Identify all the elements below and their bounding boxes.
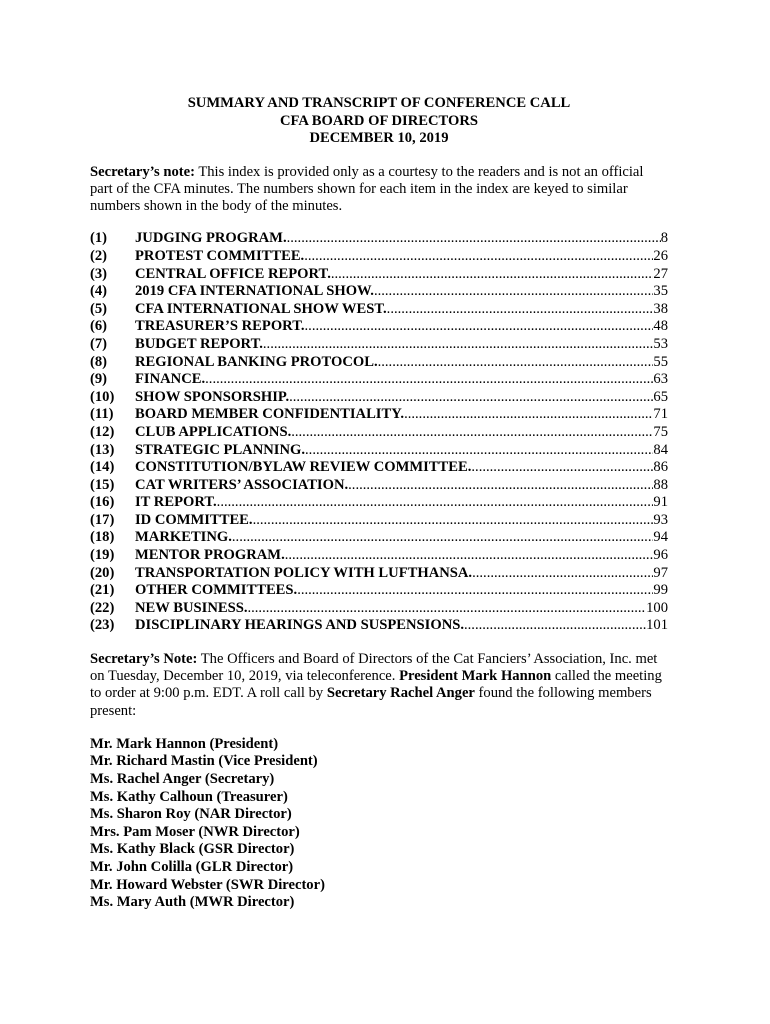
toc-entry-page: 55	[653, 353, 668, 370]
toc-entry-page: 96	[653, 547, 668, 564]
toc-entry-number: (12)	[90, 423, 115, 440]
toc-entry-number: (1)	[90, 230, 108, 247]
toc-entry-title: SHOW SPONSORSHIP.	[135, 388, 290, 405]
toc-entry	[90, 248, 668, 266]
toc-entry-page: 93	[653, 511, 668, 528]
member-name: Mr. John Colilla (GLR Director)	[90, 859, 294, 876]
toc-entry	[90, 389, 668, 407]
toc-dot-leader	[387, 301, 654, 318]
toc-dot-leader	[205, 371, 653, 388]
toc-dot-leader	[289, 389, 653, 406]
toc-entry	[90, 424, 668, 442]
toc-entry-number: (13)	[90, 441, 115, 458]
toc-entry	[90, 459, 668, 477]
toc-entry-title: TRANSPORTATION POLICY WITH LUFTHANSA.	[135, 564, 473, 581]
secretary-index-note	[90, 164, 668, 216]
toc-entry-number: (9)	[90, 371, 108, 388]
toc-entry-title: STRATEGIC PLANNING.	[135, 441, 306, 458]
toc-entry-title: CONSTITUTION/BYLAW REVIEW COMMITTEE.	[135, 459, 472, 476]
toc-dot-leader	[297, 582, 653, 599]
members-present-list	[90, 736, 668, 912]
opening-note-text-2: called the meeting to order at 9:00 p.m. EDT. A roll call by	[90, 668, 662, 702]
member-name: Mr. Howard Webster (SWR Director)	[90, 876, 325, 893]
toc-dot-leader	[472, 565, 653, 582]
toc-dot-leader	[305, 442, 653, 459]
toc-entry-page: 35	[653, 283, 668, 300]
toc-entry	[90, 494, 668, 512]
opening-note	[90, 651, 668, 720]
member-name: Ms. Sharon Roy (NAR Director)	[90, 806, 292, 823]
toc-entry	[90, 336, 668, 354]
toc-entry-page: 53	[653, 335, 668, 352]
secretary-name: Secretary Rachel Anger	[326, 685, 475, 702]
toc-entry-page: 8	[660, 230, 668, 247]
member-name: Mr. Mark Hannon (President)	[90, 735, 279, 752]
toc-dot-leader	[348, 477, 653, 494]
toc-entry-number: (19)	[90, 547, 115, 564]
toc-entry	[90, 230, 668, 248]
toc-entry	[90, 318, 668, 336]
toc-entry-page: 94	[653, 529, 668, 546]
toc-entry-title: IT REPORT.	[135, 494, 217, 511]
toc-entry-number: (11)	[90, 406, 114, 423]
toc-entry-title: JUDGING PROGRAM.	[135, 230, 287, 247]
toc-entry-number: (20)	[90, 564, 115, 581]
toc-entry-title: BUDGET REPORT.	[135, 335, 263, 352]
toc-entry-title: NEW BUSINESS.	[135, 599, 248, 616]
toc-entry-title: REGIONAL BANKING PROTOCOL.	[135, 353, 378, 370]
toc-dot-leader	[304, 248, 653, 265]
toc-entry	[90, 406, 668, 424]
toc-entry-title: CFA INTERNATIONAL SHOW WEST.	[135, 300, 387, 317]
toc-dot-leader	[305, 318, 654, 335]
toc-entry-title: CENTRAL OFFICE REPORT.	[135, 265, 331, 282]
toc-entry-number: (17)	[90, 511, 115, 528]
toc-entry-number: (10)	[90, 388, 115, 405]
title-line-2: CFA BOARD OF DIRECTORS	[280, 112, 478, 129]
toc-entry-title: MENTOR PROGRAM.	[135, 547, 285, 564]
toc-entry-title: CAT WRITERS’ ASSOCIATION.	[135, 476, 349, 493]
toc-entry-page: 91	[653, 494, 668, 511]
toc-dot-leader	[464, 617, 646, 634]
toc-dot-leader	[287, 230, 661, 247]
secretary-note-text: This index is provided only as a courtesy to the readers and is not an official part of the CFA minutes. The numbers shown for each item in the index are keyed to similar numbers shown in the body of the minutes.	[90, 163, 644, 215]
toc-entry-page: 26	[653, 247, 668, 264]
toc-entry-number: (7)	[90, 335, 108, 352]
toc-entry-title: TREASURER’S REPORT.	[135, 318, 305, 335]
president-name: President Mark Hannon	[399, 668, 552, 685]
toc-dot-leader	[331, 266, 654, 283]
opening-note-text-3: found the following members present:	[90, 685, 652, 719]
toc-entry	[90, 565, 668, 583]
toc-entry-page: 71	[653, 406, 668, 423]
toc-dot-leader	[291, 424, 653, 441]
toc-entry-page: 88	[653, 476, 668, 493]
toc-entry	[90, 354, 668, 372]
toc-entry-number: (4)	[90, 283, 108, 300]
toc-dot-leader	[263, 336, 654, 353]
member-name: Ms. Mary Auth (MWR Director)	[90, 894, 295, 911]
toc-entry-page: 27	[653, 265, 668, 282]
toc-entry-number: (3)	[90, 265, 108, 282]
toc-entry	[90, 512, 668, 530]
toc-entry-number: (2)	[90, 247, 108, 264]
toc-entry-number: (22)	[90, 599, 115, 616]
toc-entry	[90, 283, 668, 301]
toc-dot-leader	[253, 512, 654, 529]
opening-note-label: Secretary’s Note:	[90, 651, 198, 668]
secretary-note-label: Secretary’s note:	[90, 163, 195, 180]
toc-entry-title: FINANCE.	[135, 371, 206, 388]
toc-entry-title: ID COMMITTEE.	[135, 511, 253, 528]
title-line-1: SUMMARY AND TRANSCRIPT OF CONFERENCE CALL	[187, 95, 571, 111]
toc-entry-number: (8)	[90, 353, 108, 370]
toc-entry-title: BOARD MEMBER CONFIDENTIALITY.	[135, 406, 405, 423]
member-name: Ms. Kathy Black (GSR Director)	[90, 841, 295, 858]
toc-entry-number: (15)	[90, 476, 115, 493]
title-line-3: DECEMBER 10, 2019	[309, 130, 449, 147]
toc-entry-page: 63	[653, 371, 668, 388]
toc-dot-leader	[217, 494, 654, 511]
toc-entry-number: (18)	[90, 529, 115, 546]
toc-entry-page: 84	[653, 441, 668, 458]
member-name: Ms. Rachel Anger (Secretary)	[90, 771, 275, 788]
toc-entry	[90, 529, 668, 547]
toc-entry-number: (16)	[90, 494, 115, 511]
toc-entry-number: (6)	[90, 318, 108, 335]
toc-dot-leader	[285, 547, 654, 564]
toc-entry	[90, 547, 668, 565]
toc-entry	[90, 301, 668, 319]
document-page	[90, 95, 668, 912]
toc-entry-page: 48	[653, 318, 668, 335]
toc-dot-leader	[232, 529, 654, 546]
toc-entry	[90, 442, 668, 460]
toc-entry-number: (5)	[90, 300, 108, 317]
opening-note-text-1: The Officers and Board of Directors of the Cat Fanciers’ Association, Inc. met on Tuesday, December 10, 2019, via teleconference.	[90, 651, 658, 685]
toc-entry-page: 100	[646, 599, 668, 616]
toc-dot-leader	[378, 354, 654, 371]
toc-entry-number: (14)	[90, 459, 115, 476]
toc-entry-number: (23)	[90, 617, 115, 634]
member-name: Mrs. Pam Moser (NWR Director)	[90, 823, 300, 840]
toc-entry-title: DISCIPLINARY HEARINGS AND SUSPENSIONS.	[135, 617, 464, 634]
toc-entry-page: 38	[653, 300, 668, 317]
toc-entry-page: 99	[653, 582, 668, 599]
toc-entry	[90, 600, 668, 618]
toc-entry	[90, 617, 668, 635]
toc-dot-leader	[247, 600, 646, 617]
toc-entry-title: CLUB APPLICATIONS.	[135, 423, 292, 440]
toc-entry	[90, 477, 668, 495]
toc-entry-title: OTHER COMMITTEES.	[135, 582, 298, 599]
document-title	[90, 95, 668, 148]
toc-entry-title: PROTEST COMMITTEE.	[135, 247, 305, 264]
member-name: Ms. Kathy Calhoun (Treasurer)	[90, 788, 288, 805]
toc-dot-leader	[404, 406, 653, 423]
toc-entry	[90, 582, 668, 600]
toc-entry-page: 97	[653, 564, 668, 581]
toc-dot-leader	[471, 459, 653, 476]
toc-dot-leader	[374, 283, 653, 300]
toc-entry-title: 2019 CFA INTERNATIONAL SHOW.	[135, 283, 374, 300]
toc-entry-page: 75	[653, 423, 668, 440]
toc-entry-title: MARKETING.	[135, 529, 232, 546]
toc-entry	[90, 371, 668, 389]
toc-entry-page: 65	[653, 388, 668, 405]
toc-entry-page: 86	[653, 459, 668, 476]
toc-entry-number: (21)	[90, 582, 115, 599]
toc-entry-page: 101	[646, 617, 668, 634]
toc-entry	[90, 266, 668, 284]
member-name: Mr. Richard Mastin (Vice President)	[90, 753, 318, 770]
table-of-contents	[90, 230, 668, 635]
